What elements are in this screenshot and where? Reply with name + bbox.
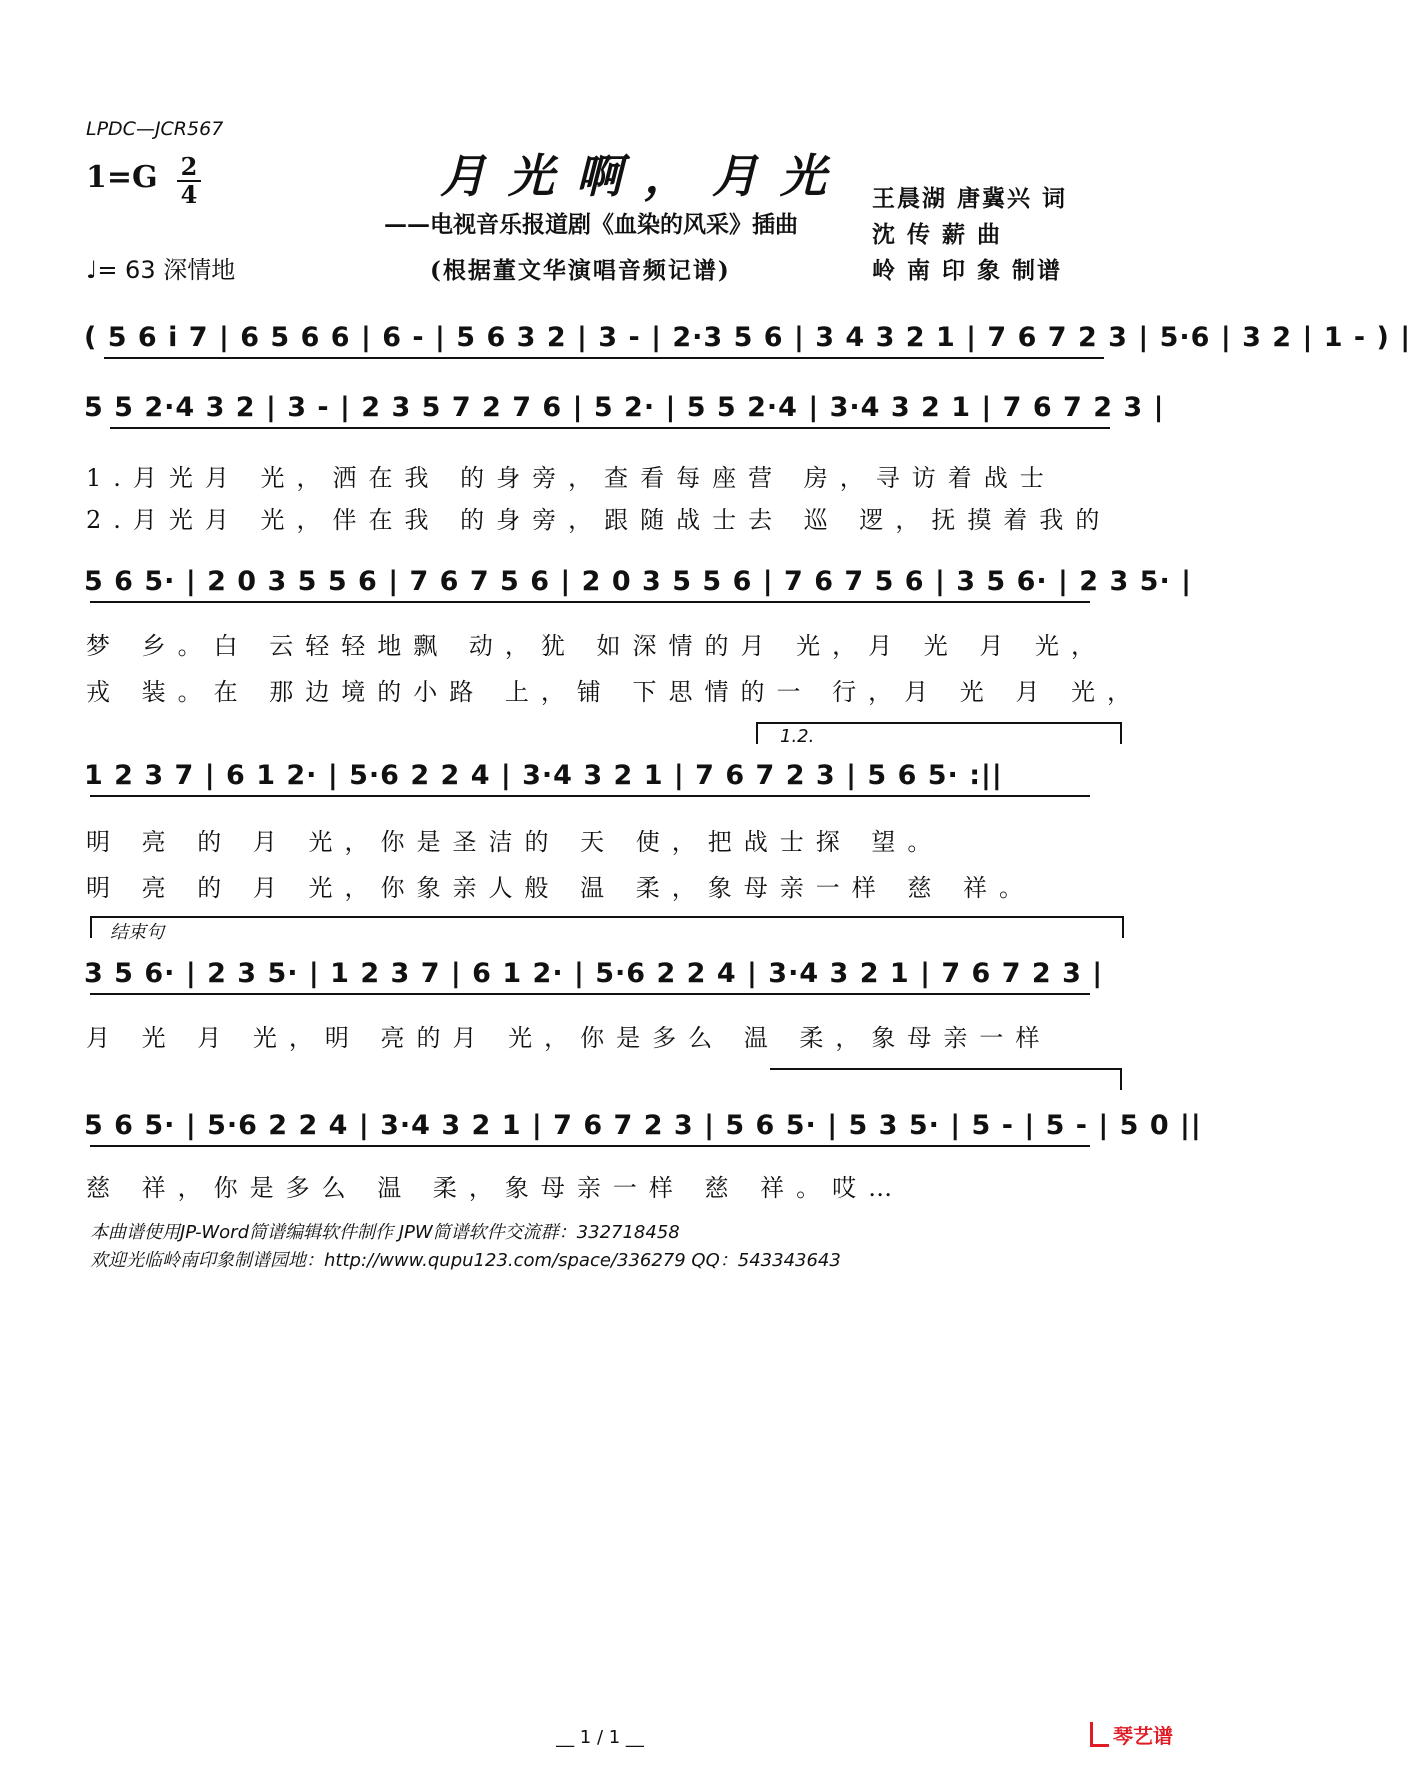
beam-underline xyxy=(90,993,1090,995)
time-signature xyxy=(177,154,201,208)
beam-underline xyxy=(90,795,1090,797)
staff-line-5: 3 5 6· | 2 3 5· | 1 2 3 7 | 6 1 2· | 5·6 2 2 4 | 3·4 3 2 1 | 7 6 7 2 3 | xyxy=(84,958,1104,989)
lyric-line5: 月 光 月 光，明 亮的月 光，你是多么 温 柔，象母亲一样 xyxy=(86,1024,1052,1052)
beam-underline xyxy=(90,601,1090,603)
site-logo xyxy=(1090,1720,1180,1749)
logo-icon xyxy=(1090,1722,1109,1747)
ending-bracket xyxy=(90,916,1124,938)
song-title: 月光啊，月光 xyxy=(440,149,848,203)
song-subtitle: ——电视音乐报道剧《血染的风采》插曲 xyxy=(384,211,798,238)
closing-bracket xyxy=(770,1068,1122,1090)
lyric-line6: 慈 祥，你是多么 温 柔，象母亲一样 慈 祥。哎… xyxy=(86,1174,905,1202)
beam-underline xyxy=(110,427,1110,429)
ending-label: 结束句 xyxy=(110,922,164,943)
lyric-verse1-line4: 明 亮 的 月 光，你是圣洁的 天 使，把战士探 望。 xyxy=(86,828,944,856)
transcription-source: (根据董文华演唱音频记谱) xyxy=(430,257,731,284)
tempo-marking: ♩= 63 深情地 xyxy=(86,256,236,284)
staff-line-3: 5 6 5· | 2 0 3 5 5 6 | 7 6 7 5 6 | 2 0 3 5 5 6 | 7 6 7 5 6 | 3 5 6· | 2 3 5· | xyxy=(84,566,1192,597)
lyric-verse1-line3: 梦 乡。白 云轻轻地飘 动，犹 如深情的月 光，月 光 月 光， xyxy=(86,632,1108,660)
page-number: __ 1 / 1 __ xyxy=(556,1727,644,1748)
staff-line-2: 5 5 2·4 3 2 | 3 - | 2 3 5 7 2 7 6 | 5 2· | 5 5 2·4 | 3·4 3 2 1 | 7 6 7 2 3 | xyxy=(84,392,1165,423)
staff-line-1: ( 5 6 i 7 | 6 5 6 6 | 6 - | 5 6 3 2 | 3 - | 2·3 5 6 | 3 4 3 2 1 | 7 6 7 2 3 | 5·6 | 3 2 | 1 - ) | xyxy=(84,322,1411,353)
composer-credit: 沈 传 薪 曲 xyxy=(872,221,1003,248)
key-signature: 1=G xyxy=(86,160,158,195)
logo-text: 琴艺谱 xyxy=(1113,1724,1173,1748)
footer-website-note: 欢迎光临岭南印象制谱园地：http://www.qupu123.com/space/336279 QQ：543343643 xyxy=(90,1250,841,1271)
lyricist-credit: 王晨湖 唐冀兴 词 xyxy=(872,185,1068,212)
staff-line-4: 1 2 3 7 | 6 1 2· | 5·6 2 2 4 | 3·4 3 2 1 | 7 6 7 2 3 | 5 6 5· :|| xyxy=(84,760,1003,791)
staff-line-6: 5 6 5· | 5·6 2 2 4 | 3·4 3 2 1 | 7 6 7 2 3 | 5 6 5· | 5 3 5· | 5 - | 5 - | 5 0 || xyxy=(84,1110,1202,1141)
score-code: LPDC—JCR567 xyxy=(86,118,224,140)
lyric-verse2-line3: 戎 装。在 那边境的小路 上，铺 下思情的一 行，月 光 月 光， xyxy=(86,678,1144,706)
arranger-credit: 岭 南 印 象 制谱 xyxy=(872,257,1063,284)
time-signature-top: 2 xyxy=(177,154,201,182)
beam-underline xyxy=(104,357,1104,359)
time-signature-bottom: 4 xyxy=(180,180,198,209)
lyric-verse2-line4: 明 亮 的 月 光，你象亲人般 温 柔，象母亲一样 慈 祥。 xyxy=(86,874,1036,902)
lyric-verse1-line2: 1.月光月 光，洒在我 的身旁，查看每座营 房，寻访着战士 xyxy=(86,464,1056,492)
footer-software-note: 本曲谱使用JP-Word简谱编辑软件制作 JPW简谱软件交流群：332718458 xyxy=(90,1222,680,1243)
lyric-verse2-line2: 2.月光月 光，伴在我 的身旁，跟随战士去 巡 逻，抚摸着我的 xyxy=(86,506,1112,534)
volta-label: 1.2. xyxy=(780,726,815,747)
beam-underline xyxy=(90,1145,1090,1147)
